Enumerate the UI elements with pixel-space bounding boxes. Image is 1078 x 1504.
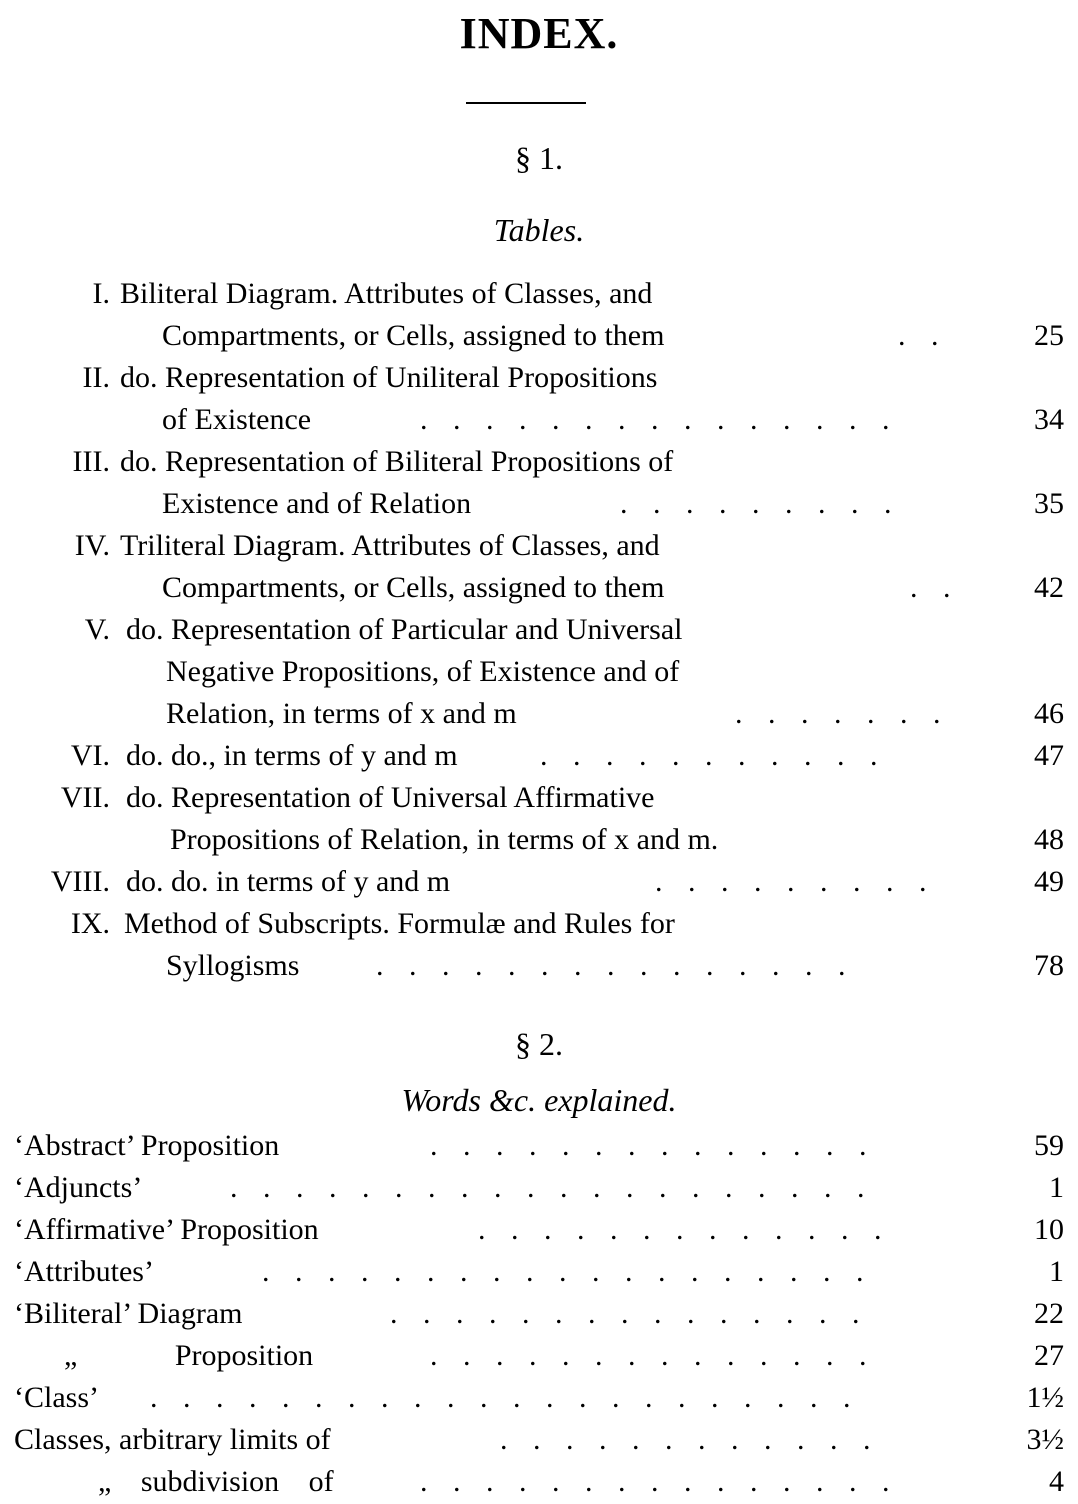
leader-dots: . . . . . . . . . . . . . . . . . . . . (230, 1171, 874, 1204)
entry-text: „ subdivision of (98, 1465, 334, 1498)
entry-text: do. Representation of Universal Affirmative (126, 781, 655, 814)
entry-page: 35 (1034, 487, 1064, 520)
entry-page: 46 (1034, 697, 1064, 730)
leader-dots: . . . . . . . . . . . . . . . . . . . (262, 1255, 873, 1288)
entry-text: „ Proposition (64, 1339, 314, 1372)
list-item (0, 484, 1078, 524)
entry-text: Biliteral Diagram. Attributes of Classes, and (120, 277, 653, 310)
entry-text: ‘Abstract’ Proposition (14, 1129, 280, 1162)
leader-dots: . . (898, 319, 948, 352)
entry-page: 4 (1049, 1465, 1064, 1498)
entry-number: VII. (60, 781, 110, 814)
list-item (0, 652, 1078, 692)
entry-text: Triliteral Diagram. Attributes of Classes, and (120, 529, 660, 562)
entry-text: Classes, arbitrary limits of (14, 1423, 331, 1456)
entry-text: Negative Propositions, of Existence and of (166, 655, 680, 688)
entry-page: 59 (1034, 1129, 1064, 1162)
entry-number: VIII. (50, 865, 110, 898)
entry-text: Propositions of Relation, in terms of x and m. (170, 823, 719, 856)
entry-number: II. (82, 361, 110, 394)
entry-text: Relation, in terms of x and m (166, 697, 517, 730)
entry-text: do. Representation of Particular and Universal (126, 613, 683, 646)
entry-page: 42 (1034, 571, 1064, 604)
page-title: INDEX. (459, 9, 619, 58)
leader-dots: . . . . . . . . . . . . . . (430, 1129, 876, 1162)
list-item (0, 400, 1078, 440)
list-item (0, 358, 1078, 398)
list-item (0, 1294, 1078, 1334)
entry-page: 1½ (1026, 1381, 1064, 1414)
leader-dots: . . . . . . . . . . . (540, 739, 887, 772)
section-1-heading: § 1. (515, 140, 563, 176)
entry-text: ‘Affirmative’ Proposition (14, 1213, 319, 1246)
section-2-subtitle: Words &c. explained. (401, 1082, 677, 1118)
leader-dots: . . . . . . . . . . . . . . . (420, 1465, 899, 1498)
entry-text: Syllogisms (166, 949, 300, 982)
entry-text: Compartments, or Cells, assigned to them (162, 319, 665, 352)
entry-page: 10 (1034, 1213, 1064, 1246)
entry-page: 22 (1034, 1297, 1064, 1330)
entry-text: of Existence (162, 403, 312, 436)
list-item (0, 568, 1078, 608)
entry-number: VI. (70, 739, 110, 772)
leader-dots: . . . . . . . . . (620, 487, 901, 520)
entry-text: ‘Attributes’ (14, 1255, 154, 1288)
entry-page: 27 (1034, 1339, 1064, 1372)
entry-text: ‘Class’ (14, 1381, 99, 1414)
entry-number: I. (92, 277, 110, 310)
list-item (0, 526, 1078, 566)
leader-dots: . . (910, 571, 960, 604)
list-item (0, 736, 1078, 776)
entry-page: 48 (1034, 823, 1064, 856)
entry-page: 1 (1049, 1171, 1064, 1204)
entry-page: 1 (1049, 1255, 1064, 1288)
entry-number: IX. (70, 907, 110, 940)
entry-text: ‘Adjuncts’ (14, 1171, 143, 1204)
list-item (0, 1420, 1078, 1460)
leader-dots: . . . . . . . . . . . . . . . . . . . . . . (150, 1381, 860, 1414)
leader-dots: . . . . . . . . . . . . . . . (376, 949, 855, 982)
list-item (0, 1168, 1078, 1208)
entry-number: III. (72, 445, 110, 478)
list-item (0, 694, 1078, 734)
leader-dots: . . . . . . . . . . . . . . . (420, 403, 899, 436)
list-item (0, 610, 1078, 650)
leader-dots: . . . . . . . . . . . . . . (430, 1339, 876, 1372)
list-item (0, 862, 1078, 902)
entry-text: ‘Biliteral’ Diagram (14, 1297, 243, 1330)
list-item (0, 778, 1078, 818)
list-item (0, 1126, 1078, 1166)
entry-text: Method of Subscripts. Formulæ and Rules for (124, 907, 675, 940)
leader-dots: . . . . . . . . . . . . . (478, 1213, 891, 1246)
entry-text: do. do., in terms of y and m (126, 739, 458, 772)
list-item (0, 1378, 1078, 1418)
list-item (0, 274, 1078, 314)
list-item (0, 820, 1078, 860)
entry-number: IV. (74, 529, 110, 562)
leader-dots: . . . . . . . . . (655, 865, 936, 898)
leader-dots: . . . . . . . (735, 697, 950, 730)
entry-page: 3½ (1026, 1423, 1064, 1456)
entry-text: do. Representation of Biliteral Propositions of (120, 445, 674, 478)
section-1-subtitle: Tables. (493, 212, 585, 248)
entry-page: 78 (1034, 949, 1064, 982)
entry-text: do. do. in terms of y and m (126, 865, 451, 898)
list-item (0, 316, 1078, 356)
list-item (0, 946, 1078, 986)
entry-text: Existence and of Relation (162, 487, 472, 520)
list-item (0, 1336, 1078, 1376)
section-2-heading: § 2. (515, 1026, 563, 1062)
entry-text: Compartments, or Cells, assigned to them (162, 571, 665, 604)
list-item (0, 1210, 1078, 1250)
title-rule (466, 102, 586, 104)
leader-dots: . . . . . . . . . . . . (500, 1423, 880, 1456)
entry-page: 47 (1034, 739, 1064, 772)
list-item (0, 1252, 1078, 1292)
leader-dots: . . . . . . . . . . . . . . . (390, 1297, 869, 1330)
list-item (0, 442, 1078, 482)
entry-number: V. (84, 613, 110, 646)
list-item (0, 904, 1078, 944)
list-item (0, 1462, 1078, 1502)
entry-page: 34 (1034, 403, 1064, 436)
entry-text: do. Representation of Uniliteral Propositions (120, 361, 658, 394)
entry-page: 49 (1034, 865, 1064, 898)
entry-page: 25 (1034, 319, 1064, 352)
